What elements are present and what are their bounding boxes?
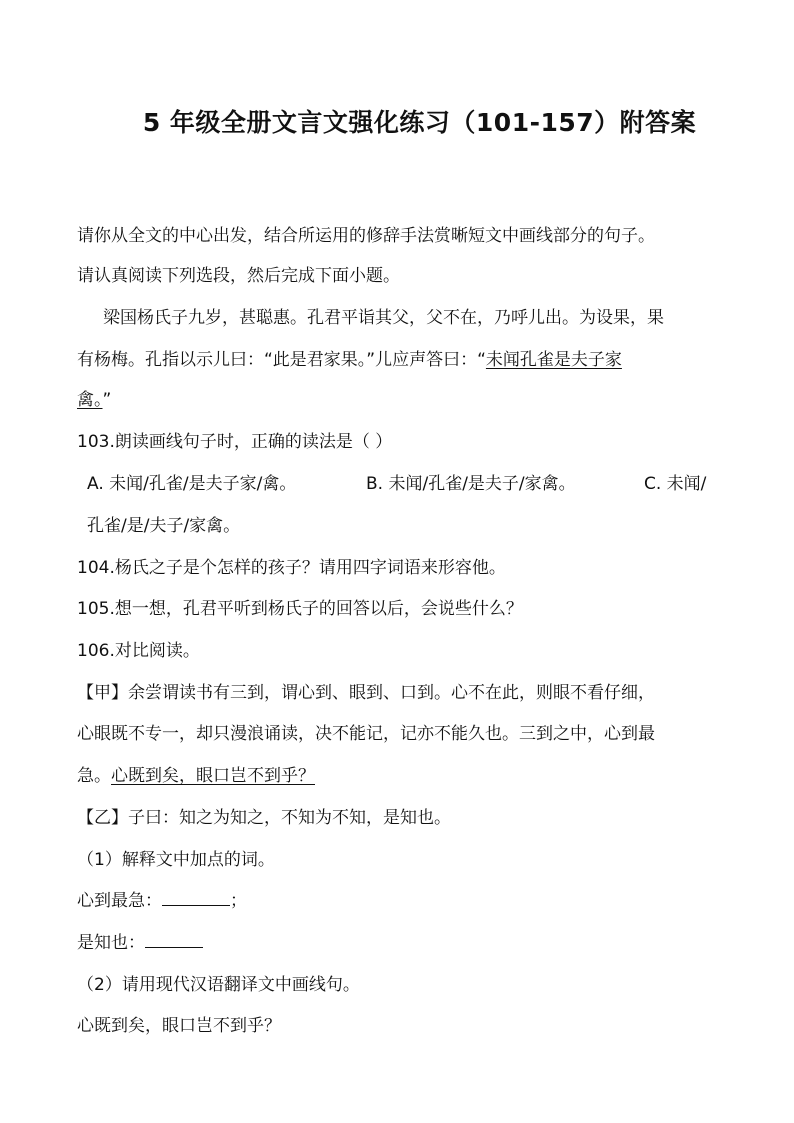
passage-jia-line-2: 心眼既不专一，却只漫浪诵读，决不能记，记亦不能久也。三到之中，心到最: [77, 724, 655, 744]
answer-line-2-label: 是知也：: [77, 933, 145, 953]
question-103-option-c: C. 未闻/: [644, 474, 707, 494]
question-105: 105.想一想，孔君平听到杨氏子的回答以后，会说些什么？: [77, 599, 523, 619]
question-103-option-c-continued: 孔雀/是/夫子/家禽。: [87, 516, 241, 536]
question-106-stem: 106.对比阅读。: [77, 641, 200, 661]
passage-yi: 【乙】子曰：知之为知之，不知为不知，是知也。: [77, 808, 451, 828]
answer-blank-2[interactable]: [145, 931, 203, 948]
underlined-sentence-jia: 心既到矣，眼口岂不到乎？: [111, 766, 315, 786]
passage-line-3: [77, 388, 111, 412]
closing-quote: ”: [102, 390, 112, 410]
answer-line-2: [77, 931, 203, 955]
underlined-sentence-part-1: 未闻孔雀是夫子家: [485, 350, 622, 370]
passage-line-1: 梁国杨氏子九岁，甚聪惠。孔君平诣其父，父不在，乃呼儿出。为设果，果: [103, 308, 664, 328]
intro-line-2: 请认真阅读下列选段，然后完成下面小题。: [77, 266, 400, 286]
page-title: 5 年级全册文言文强化练习（101-157）附答案: [142, 108, 697, 137]
passage-line-2-text: 有杨梅。孔指以示儿曰：“此是君家果。”儿应声答曰：“: [77, 350, 486, 370]
intro-line-1: 请你从全文的中心出发，结合所运用的修辞手法赏晰短文中画线部分的句子。: [77, 226, 655, 246]
question-103-option-b: B. 未闻/孔雀/是夫子/家禽。: [366, 474, 576, 494]
passage-jia-line-3-text: 急。: [77, 766, 111, 786]
sub-question-2-sentence: 心既到矣，眼口岂不到乎？: [77, 1016, 281, 1036]
answer-line-1: [77, 889, 247, 913]
underlined-sentence-part-2: 禽。: [77, 390, 103, 410]
answer-line-1-end: ；: [230, 891, 247, 911]
passage-line-2: [77, 348, 622, 372]
question-103-stem: 103.朗读画线句子时，正确的读法是（ ）: [77, 432, 393, 452]
answer-blank-1[interactable]: [162, 889, 230, 906]
passage-jia-line-3: [77, 764, 315, 788]
sub-question-1: （1）解释文中加点的词。: [77, 850, 275, 870]
sub-question-2: （2）请用现代汉语翻译文中画线句。: [77, 975, 360, 995]
question-103-option-a: A. 未闻/孔雀/是夫子家/禽。: [87, 474, 297, 494]
passage-jia-line-1: 【甲】余尝谓读书有三到，谓心到、眼到、口到。心不在此，则眼不看仔细，: [77, 683, 655, 703]
answer-line-1-label: 心到最急：: [77, 891, 162, 911]
question-104: 104.杨氏之子是个怎样的孩子？请用四字词语来形容他。: [77, 558, 506, 578]
